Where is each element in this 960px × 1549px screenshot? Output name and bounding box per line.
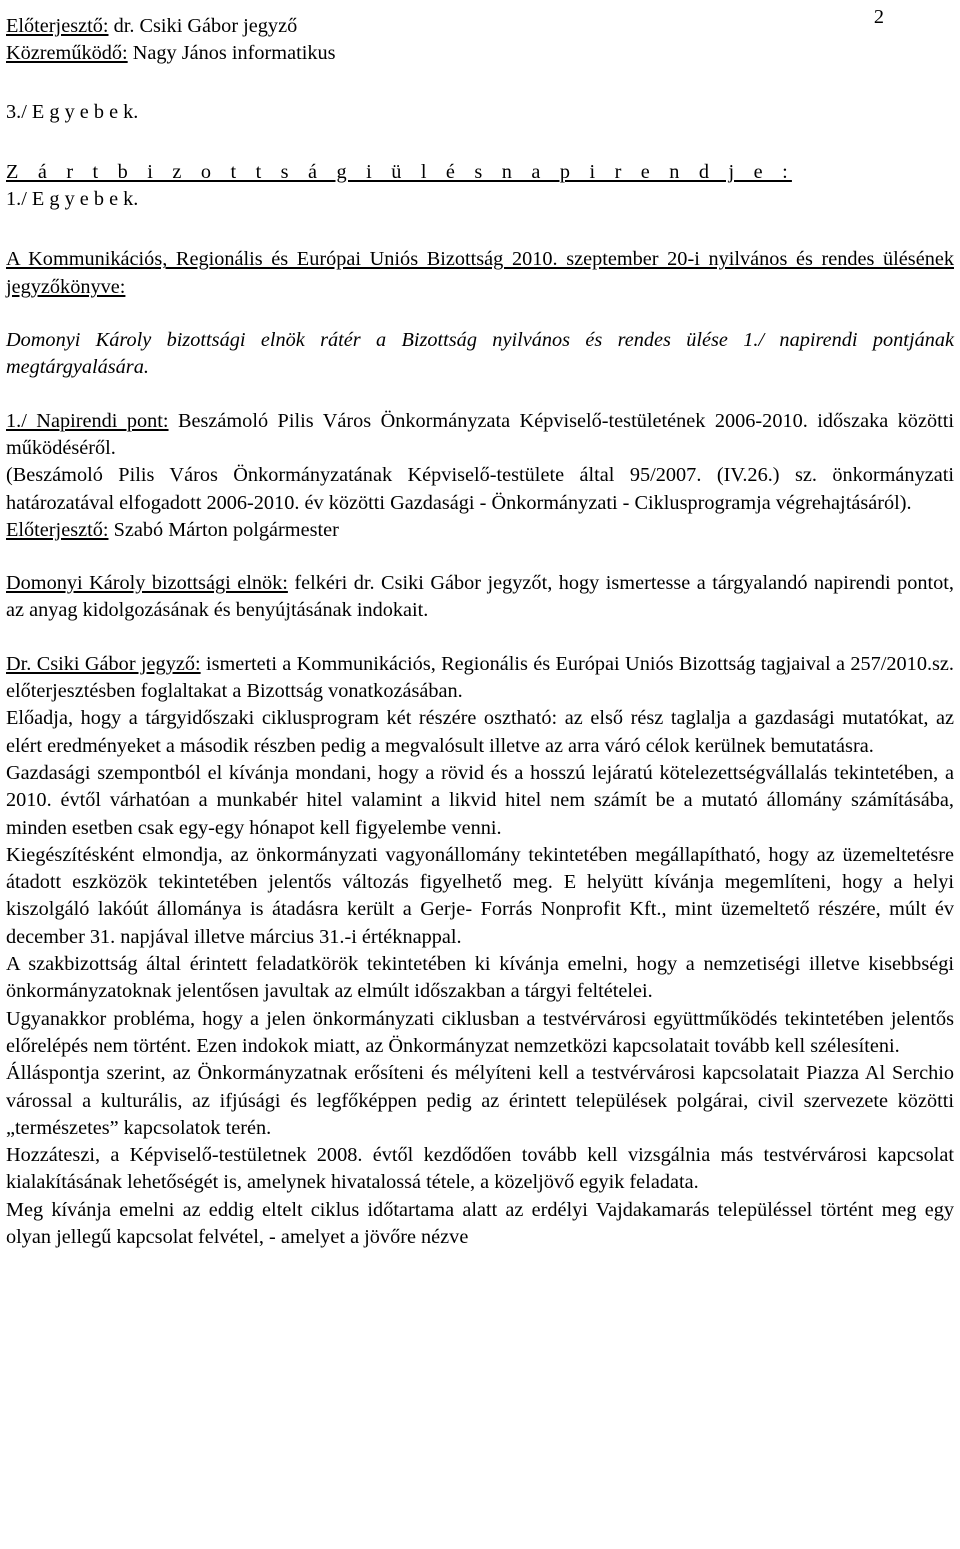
chair-intro: Domonyi Károly bizottsági elnök rátér a Bizottság nyilvános és rendes ülése 1./ napirendi pontjának megtárgyalására. xyxy=(6,329,954,379)
agenda-detail: (Beszámoló Pilis Város Önkormányzatának Képviselő-testülete által 95/2007. (IV.26.) sz. önkormányzati határozatával elfogadott 2006-2010. év közötti Gazdasági - Önkormányzati - Ciklusprogramja végrehajtásáról). xyxy=(6,464,954,514)
agenda-presenter-name: Szabó Márton polgármester xyxy=(113,518,339,541)
clerk-paragraph: Gazdasági szempontból el kívánja mondani, hogy a rövid és a hosszú lejáratú kötelezettségvállalás tekintetében, a 2010. évtől várhatóan a munkabér hitel valamint a likvid hitel nem számít be a mutató állomány számításába, minden esetben csak egy-egy hónapot kell figyelembe venni. xyxy=(6,761,954,839)
clerk-paragraph: Álláspontja szerint, az Önkormányzatnak erősíteni és mélyíteni kell a testvérvárosi kapcsolatait Piazza Al Serchio várossal a kulturális, az ifjúsági és legfőképpen pedig az érintett települések polgárai, civil szervezete közötti „természetes” kapcsolatok terén. xyxy=(6,1062,954,1139)
contributor-label: Közreműködő: xyxy=(6,42,128,65)
agenda-presenter-label: Előterjesztő: xyxy=(6,518,109,541)
document-body xyxy=(6,13,954,1251)
page-number: 2 xyxy=(873,6,884,28)
clerk-paragraph: A szakbizottság által érintett feladatkörök tekintetében ki kívánja emelni, hogy a nemzetiségi illetve kisebbségi önkormányzatoknak jelentősen javultak az elmúlt időszakban a tárgyi feltételei. xyxy=(6,953,954,1003)
agenda-text: Beszámoló Pilis Város Önkormányzata Képviselő-testületének 2006-2010. időszaka közötti működéséről. xyxy=(6,409,954,459)
agenda-point xyxy=(6,408,954,463)
header-presenter xyxy=(6,13,954,40)
minutes-title: A Kommunikációs, Regionális és Európai Uniós Bizottság 2010. szeptember 20-i nyilvános és rendes ülésének jegyzőkönyve: xyxy=(6,248,954,298)
closed-session-title: Z á r t b i z o t t s á g i ü l é s n a p i r e n d j e : xyxy=(6,160,792,183)
clerk-paragraph: Meg kívánja emelni az eddig eltelt ciklus időtartama alatt az erdélyi Vajdakamarás településsel történt meg egy olyan jellegű kapcsolat felvétel, - amelyet a jövőre nézve xyxy=(6,1198,954,1248)
contributor-name: Nagy János informatikus xyxy=(132,42,336,65)
clerk-text: ismerteti a Kommunikációs, Regionális és Európai Uniós Bizottság tagjaival a 257/2010.sz. előterjesztésben foglaltakat a Bizottság vonatkozásában. xyxy=(6,652,954,703)
agenda-presenter xyxy=(6,517,954,544)
clerk-paragraph: Ugyanakkor probléma, hogy a jelen önkormányzati ciklusban a testvérvárosi együttműködés tekintetében jelentős előrelépés nem történt. Ezen indokok miatt, az Önkormányzat nemzetközi kapcsolatait tovább kell szélesíteni. xyxy=(6,1007,954,1057)
chair-request xyxy=(6,570,954,625)
clerk-paragraph xyxy=(6,651,954,706)
clerk-paragraph: Hozzáteszi, a Képviselő-testületnek 2008. évtől kezdődően tovább kell vizsgálnia más testvérvárosi kapcsolat kialakításának lehetőségét is, amelynek hivatalossá tétele, a közeljövő egyik feladata. xyxy=(6,1144,954,1194)
presenter-label: Előterjesztő: xyxy=(6,15,109,37)
clerk-paragraph: Kiegészítésként elmondja, az önkormányzati vagyonállomány tekintetében megállapítható, hogy az üzemeltetésre átadott eszközök tekintetében jelentős változás figyelhető meg. E helyütt kívánja megemlíteni, hogy a helyi kiszolgáló lakóút állománya is átadásra került a Gerje- Forrás Nonprofit Kft., mint üzemeltető részére, múlt év december 31. napjával illetve március 31.-i értéknappal. xyxy=(6,843,954,948)
clerk-paragraph: Előadja, hogy a tárgyidőszaki ciklusprogram két részére osztható: az első rész taglalja a gazdasági mutatókat, az elért eredményeket a második részben pedig a megvalósult illetve az arra váró célok kerülnek bemutatásra. xyxy=(6,707,954,757)
agenda-item-3: 3./ E g y e b e k. xyxy=(6,100,139,123)
chair-speaker: Domonyi Károly bizottsági elnök: xyxy=(6,572,288,595)
agenda-label: 1./ Napirendi pont: xyxy=(6,409,169,432)
presenter-name: dr. Csiki Gábor jegyző xyxy=(113,15,298,37)
clerk-speaker: Dr. Csiki Gábor jegyző: xyxy=(6,652,201,675)
closed-session-item-1: 1./ E g y e b e k. xyxy=(6,188,139,211)
header-contributor xyxy=(6,40,954,67)
chair-request-text: felkéri dr. Csiki Gábor jegyzőt, hogy ismertesse a tárgyalandó napirendi pontot, az anyag kidolgozásának és benyújtásának indokait. xyxy=(6,572,954,622)
